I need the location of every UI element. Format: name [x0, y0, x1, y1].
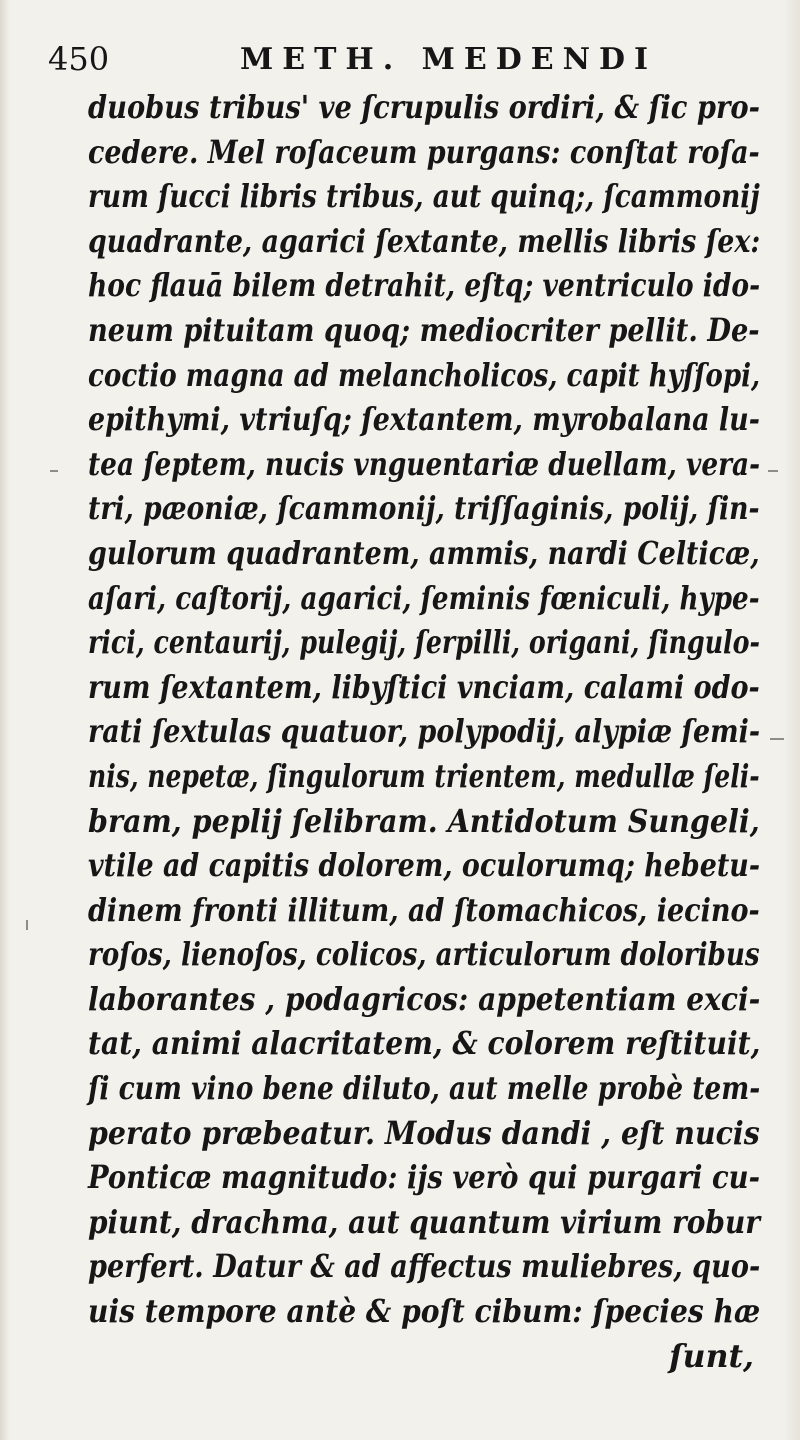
text-line: rati ſextulas quatuor, polypodij, alypiæ ſemi- [88, 713, 761, 751]
text-line: rum ſucci libris tribus, aut quinq;, ſcammonij [88, 178, 760, 216]
text-line: gulorum quadrantem, ammis, nardi Celticæ, [88, 534, 760, 572]
text-line: roſos, lienoſos, colicos, articulorum doloribus [88, 936, 760, 974]
text-line: aſari, caſtorij, agarici, ſeminis fœniculi, hype- [88, 579, 760, 617]
text-line: uis tempore antè & poſt cibum: ſpecies hæ [88, 1293, 761, 1331]
ink-speck [770, 738, 784, 740]
page-number: 450 [48, 40, 110, 78]
text-line: tat, animi alacritatem, & colorem reſtituit, [88, 1025, 761, 1063]
text-line: quadrante, agarici ſextante, mellis libris ſex: [88, 222, 761, 260]
ink-speck [768, 470, 778, 472]
text-line: epithymi, vtriuſq; ſextantem, myrobalana lu- [88, 401, 760, 439]
page-edge-shadow [782, 0, 800, 1440]
text-line: vtile ad capitis dolorem, oculorumq; hebetu- [88, 847, 760, 885]
text-line: dinem fronti illitum, ad ſtomachicos, iecino- [88, 891, 760, 929]
text-line: nis, nepetæ, ſingulorum trientem, medullæ ſeli- [88, 757, 760, 795]
page-gutter-shadow [0, 0, 10, 1440]
text-line: perfert. Datur & ad affectus muliebres, quo- [88, 1248, 761, 1286]
catchword: ſunt, [669, 1337, 754, 1375]
body-text [88, 86, 760, 1379]
text-line: cedere. Mel roſaceum purgans: conſtat roſa- [88, 133, 760, 171]
text-line: rici, centaurij, pulegij, ſerpilli, origani, ſingulo- [88, 624, 760, 662]
ink-speck [50, 470, 58, 472]
text-line: hoc flauā bilem detrahit, eſtq; ventriculo ido- [88, 267, 761, 305]
text-line: tea ſeptem, nucis vnguentariæ duellam, vera- [88, 445, 761, 483]
text-line: tri, pæoniæ, ſcammonij, triſſaginis, polij, ſin- [88, 490, 760, 528]
text-line: Ponticæ magnitudo: ijs verò qui purgari cu- [88, 1159, 760, 1197]
text-line: laborantes , podagricos: appetentiam exci- [88, 980, 761, 1018]
text-line: duobus tribus' ve ſcrupulis ordiri, & ſic pro- [88, 89, 760, 126]
ink-speck [26, 920, 28, 930]
text-line: neum pituitam quoq; mediocriter pellit. De- [88, 311, 760, 349]
text-line: coctio magna ad melancholicos, capit hyſſopi, [88, 356, 761, 394]
text-line: piunt, drachma, aut quantum virium robur [88, 1203, 761, 1241]
running-head: METH. MEDENDI [240, 42, 658, 77]
text-line: bram, peplij ſelibram. Antidotum Sungeli, [88, 802, 760, 840]
text-line: rum ſextantem, libyſtici vnciam, calami odo- [88, 668, 760, 706]
text-line: ſi cum vino bene diluto, aut melle probè tem- [88, 1070, 761, 1108]
text-line: perato præbeatur. Modus dandi , eſt nucis [88, 1114, 760, 1152]
